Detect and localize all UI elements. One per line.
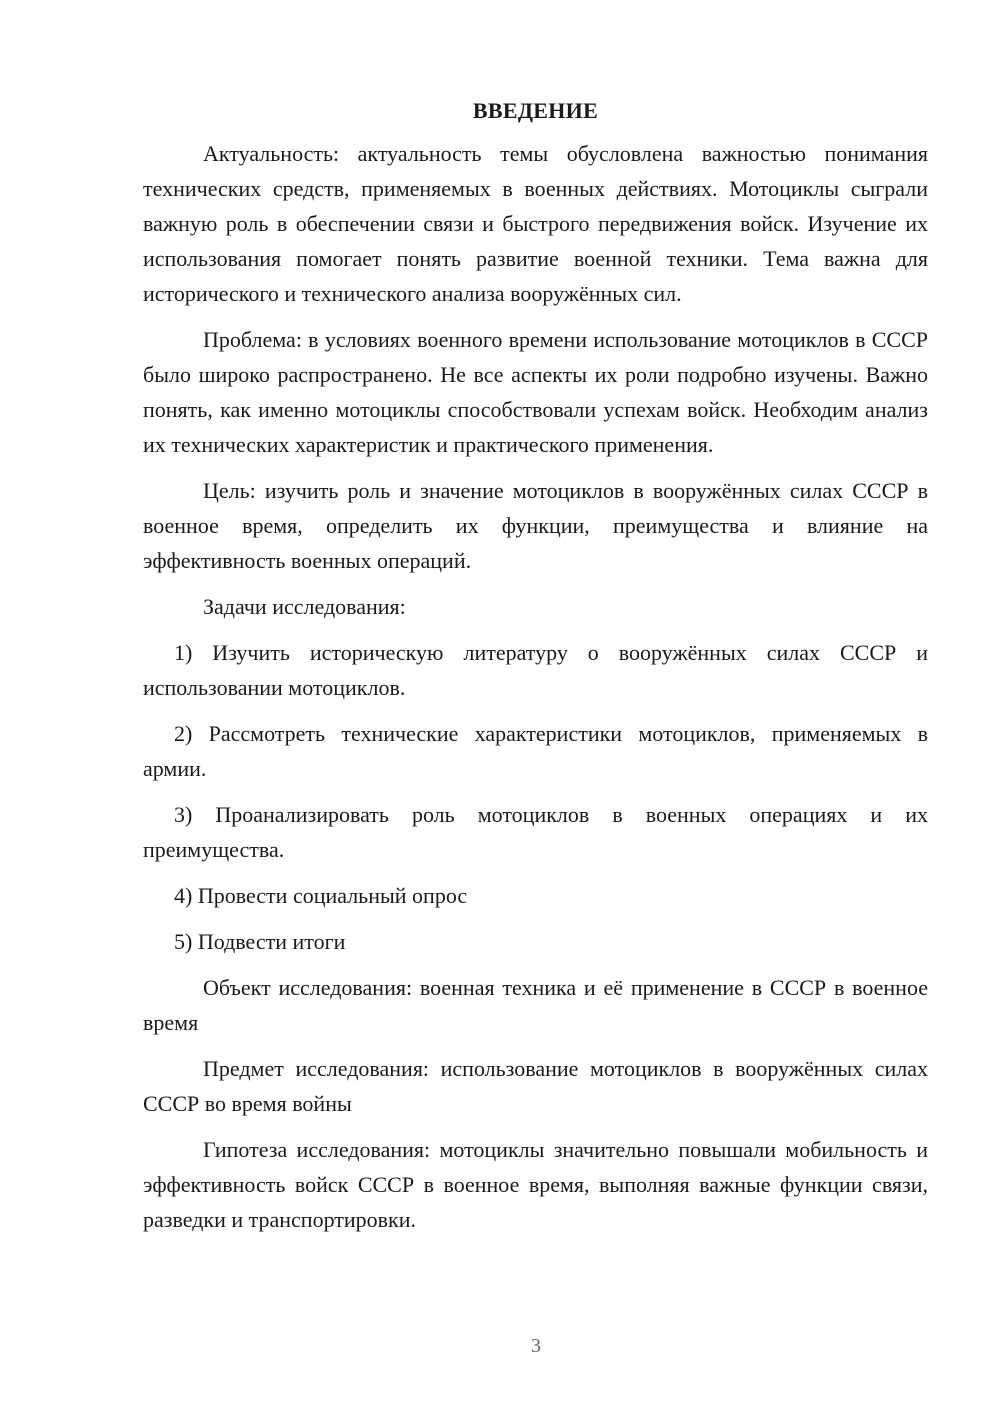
- task-item-3: 3) Проанализировать роль мотоциклов в военных операциях и их преимущества.: [143, 802, 928, 862]
- paragraph-subject: Предмет исследования: использование мотоциклов в вооружённых силах СССР во время войны: [143, 1056, 928, 1116]
- paragraph-hypothesis: Гипотеза исследования: мотоциклы значительно повышали мобильность и эффективность войск СССР в военное время, выполняя важные функции связи, разведки и транспортировки.: [143, 1137, 928, 1232]
- section-title: ВВЕДЕНИЕ: [472, 98, 599, 123]
- task-item-2: 2) Рассмотреть технические характеристики мотоциклов, применяемых в армии.: [143, 721, 928, 781]
- task-item-4: 4) Провести социальный опрос: [174, 883, 468, 908]
- paragraph-goal: Цель: изучить роль и значение мотоциклов в вооружённых силах СССР в военное время, определить их функции, преимущества и влияние на эффективность военных операций.: [143, 478, 928, 573]
- paragraph-relevance: Актуальность: актуальность темы обусловлена важностью понимания технических средств, применяемых в военных действиях. Мотоциклы сыграли важную роль в обеспечении связи и быстрого передвижения войск. Изучение их использования помогает понять развитие военной техники. Тема важна для исторического и технического анализа вооружённых сил.: [143, 141, 928, 306]
- document-page: [143, 95, 928, 1248]
- paragraph-object: Объект исследования: военная техника и её применение в СССР в военное время: [143, 975, 928, 1035]
- task-item-1: 1) Изучить историческую литературу о вооружённых силах СССР и использовании мотоциклов.: [143, 640, 928, 700]
- page-number: 3: [531, 1335, 541, 1357]
- task-item-5: 5) Подвести итоги: [174, 929, 346, 954]
- paragraph-tasks-heading: Задачи исследования:: [203, 594, 406, 619]
- paragraph-problem: Проблема: в условиях военного времени использование мотоциклов в СССР было широко распространено. Не все аспекты их роли подробно изучены. Важно понять, как именно мотоциклы способствовали успехам войск. Необходим анализ их технических характеристик и практического применения.: [143, 327, 928, 457]
